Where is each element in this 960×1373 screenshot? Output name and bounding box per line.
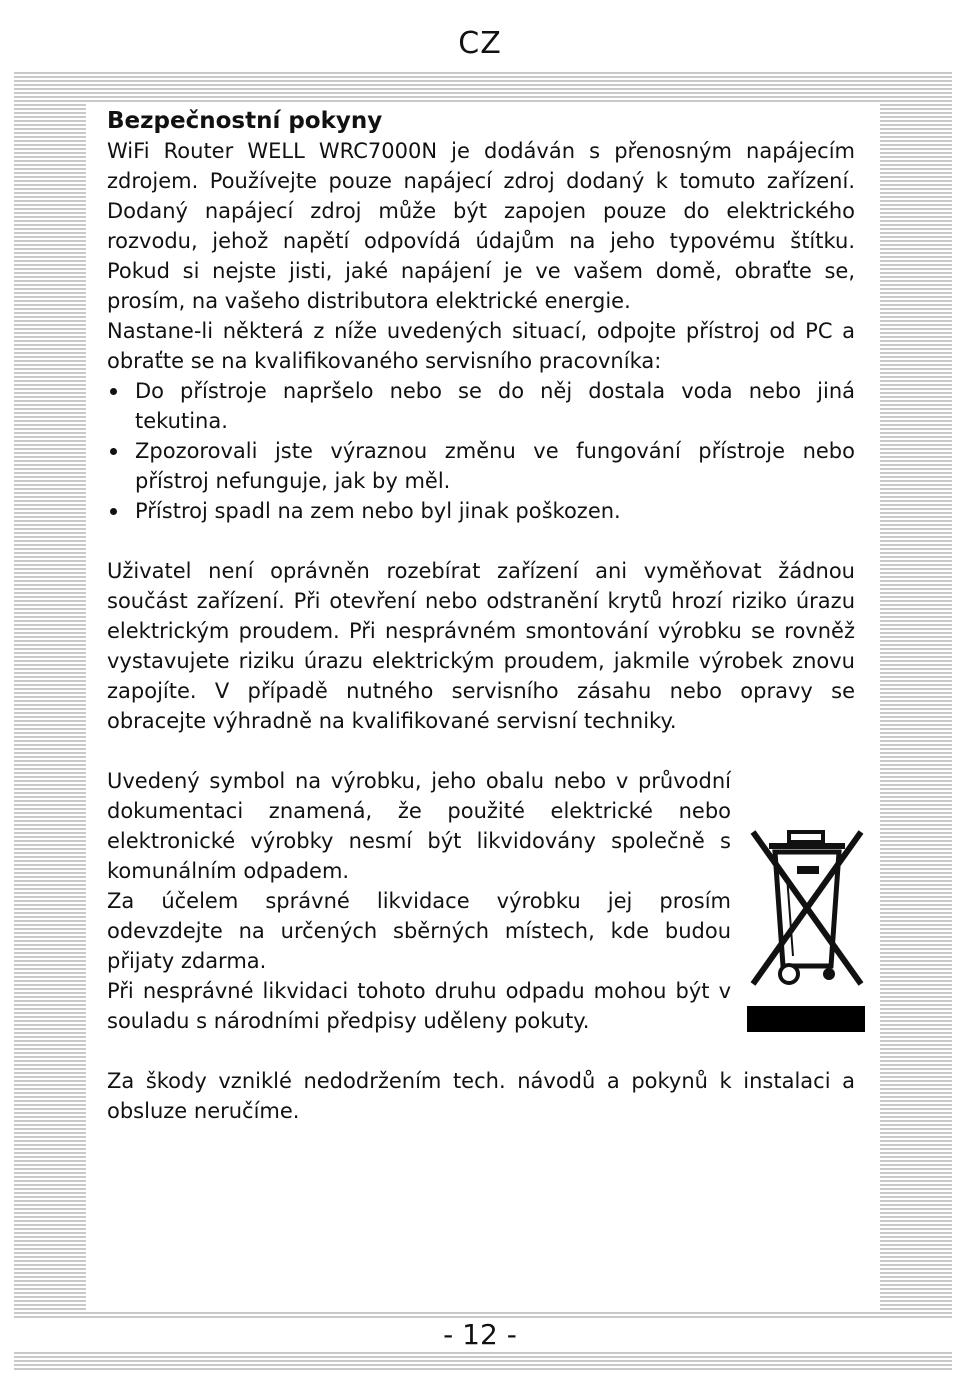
disposal-paragraph-3: Při nesprávné likvidaci tohoto druhu odpadu mohou být v souladu s národními předpisy uděleny pokuty. (107, 979, 731, 1033)
disposal-block (107, 766, 855, 1036)
section-title: Bezpečnostní pokyny (107, 108, 383, 134)
situation-list (107, 376, 855, 526)
list-item: Do přístroje napršelo nebo se do něj dostala voda nebo jiná tekutina. (107, 376, 855, 436)
disclaimer: Za škody vzniklé nedodržením tech. návodů a pokynů k instalaci a obsluze neručíme. (107, 1069, 855, 1123)
intro-paragraph-2: Nastane-li některá z níže uvedených situací, odpojte přístroj od PC a obraťte se na kvalifikovaného servisního pracovníka: (107, 319, 855, 373)
list-item: Zpozorovali jste výraznou změnu ve fungování přístroje nebo přístroj nefunguje, jak by měl. (107, 436, 855, 496)
decorative-border-right (880, 72, 952, 1372)
language-code: CZ (458, 26, 502, 61)
crossed-out-wheelie-bin-icon (747, 806, 865, 1036)
list-item: Přístroj spadl na zem nebo byl jinak poškozen. (107, 496, 855, 526)
disposal-paragraph-2: Za účelem správné likvidace výrobku jej prosím odevzdejte na určených sběrných místech, kde budou přijaty zdarma. (107, 889, 731, 973)
page-number: - 12 - (0, 1318, 960, 1351)
disposal-paragraph-1: Uvedený symbol na výrobku, jeho obalu nebo v průvodní dokumentaci znamená, že použité elektrické nebo elektronické výrobky nesmí být likvidovány společně s komunálním odpadem. (107, 769, 731, 883)
decorative-border-top (14, 72, 952, 104)
safety-section (107, 106, 855, 1126)
warning-paragraph: Uživatel není oprávněn rozebírat zařízení ani vyměňovat žádnou součást zařízení. Při otevření nebo odstranění krytů hrozí riziko úrazu elektrickým proudem. Při nesprávném smontování výrobku se rovněž vystavujete riziku úrazu elektrickým proudem, jakmile výrobek znovu zapojíte. V případě nutného servisního zásahu nebo opravy se obracejte výhradně na kvalifikované servisní techniky. (107, 559, 855, 733)
intro-paragraph-1: WiFi Router WELL WRC7000N je dodáván s přenosným napájecím zdrojem. Používejte pouze napájecí zdroj dodaný k tomuto zařízení. Dodaný napájecí zdroj může být zapojen pouze do elektrického rozvodu, jehož napětí odpovídá údajům na jeho typovému štítku. Pokud si nejste jisti, jaké napájení je ve vašem domě, obraťte se, prosím, na vašeho distributora elektrické energie. (107, 139, 855, 313)
decorative-border-left (14, 72, 86, 1372)
